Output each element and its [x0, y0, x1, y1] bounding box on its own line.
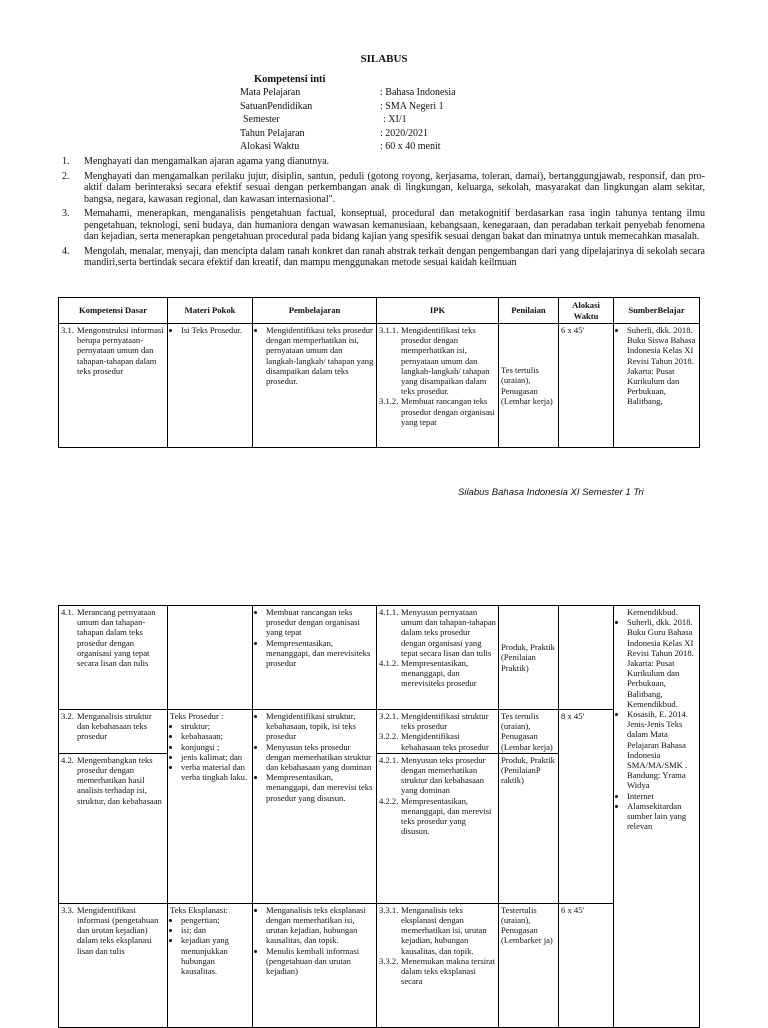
sumber-cell: [614, 606, 700, 1028]
ipk-number: 4.2.1.: [379, 754, 399, 765]
ki-item: [62, 208, 705, 243]
ki-number: 1.: [62, 156, 70, 167]
kd-cell: [59, 710, 168, 754]
identity-row: [240, 140, 456, 154]
pembelajaran-cell: [253, 903, 377, 1027]
ipk-number: 3.1.1.: [379, 325, 399, 335]
table-header-row: [59, 298, 700, 324]
ipk-cell: [377, 903, 499, 1027]
penilaian-cell: [499, 753, 559, 903]
ipk-text: Menyusun pernyataan umum dan tahapan-tahapan dalam teks prosedur dengan organisasi yang tepat secara lisan dan tulis: [401, 607, 496, 658]
identity-label: Tahun Pelajaran: [240, 127, 305, 139]
pembelajaran-item: • Menulis kembali informasi (pengetahuan dan urutan kejadian): [266, 946, 374, 977]
kd-number: 4.1.: [61, 607, 74, 617]
ki-text: Mengolah, menalar, menyaji, dan mencipta dalam ranah konkret dan ranah abstrak terkait dengan pengembangan dari yang dipelajarinya di sekolah secara mandiri,serta bertindak secara efektif dan kreatif, dan mampu menggunakan metode sesuai kaidah keilmuan: [84, 245, 705, 268]
ipk-number: 3.3.1.: [379, 904, 399, 915]
ki-text: Memahami, menerapkan, menganalisis pengetahuan factual, konseptual, procedural dan metakognitif berdasarkan rasa ingin tahunya tentang ilmu pengetahuan, teknologi, seni budaya, dan humaniora dengan wawasan kemanusiaan, kebangsaan, kenegaraan, dan peradaban terkait penyebab fenomena dan kejadian, serta menerapkan pengetahuan procedural pada bidang kajian yang spesifik sesuai dengan bakat dan minatnya untuk memecahkan masalah.: [84, 208, 705, 242]
ipk-text: Mengidentifikasi kebahasaan teks prosedur: [401, 731, 489, 752]
penilaian-text: Tes tertulis (uraian), Penugasan (Lembar kerja): [501, 711, 553, 752]
penilaian-cell: [499, 903, 559, 1027]
identity-label: Semester: [243, 114, 280, 125]
ipk-text: Menemukan makna tersirat dalam teks eksplanasi secara: [401, 955, 496, 987]
document-title: SILABUS: [360, 53, 408, 65]
identity-label: Mata Pelajaran: [240, 87, 301, 98]
kd-number: 3.2.: [61, 711, 74, 721]
header-penilaian: Penilaian: [499, 298, 559, 324]
penilaian-text: Produk, Praktik (Penilaian Praktik): [501, 642, 555, 673]
alokasi-text: 6 x 45': [561, 325, 585, 335]
materi-item: • isi; dan: [181, 925, 250, 935]
materi-cell: [168, 903, 253, 1027]
ipk-text: Mengidentifikasi teks prosedur dengan memperhatikan isi, pernyataan umum dan langkah-langkah/ tahapan yang disampaikan dalam teks prosedur.: [401, 325, 490, 397]
sumber-cell: [614, 324, 700, 448]
header-pembelajaran: Pembelajaran: [253, 298, 377, 324]
alokasi-cell: [559, 710, 614, 904]
penilaian-text: Tes tertulis (uraian), Penugasan (Lembar kerja): [501, 365, 553, 406]
header-sumber-belajar: SumberBelajar: [614, 298, 700, 324]
ipk-number: 3.2.1.: [379, 711, 399, 721]
identity-row: [240, 86, 456, 100]
kd-text: Mengembangkan teks prosedur dengan memerhatikan hasil analisis terhadap isi, struktur, dan kebahasaan: [77, 754, 162, 806]
pembelajaran-item: • Mempresentasikan, menanggapi, dan merevisiteks prosedur: [266, 638, 374, 669]
ipk-number: 3.3.2.: [379, 955, 399, 966]
alokasi-cell: [559, 903, 614, 1027]
materi-item: • konjungsi ;: [181, 742, 250, 752]
kd-cell: [59, 753, 168, 903]
table-row: [59, 324, 700, 448]
identity-value: : XI/1: [383, 114, 407, 125]
ki-item: [62, 156, 705, 168]
ipk-number: 4.2.2.: [379, 795, 399, 806]
kd-text: Merancang pernyataan umum dan tahapan-tahapan dalam teks prosedur dengan organisasi yang tepat secara lisan dan tulis: [77, 607, 156, 669]
identity-label: Alokasi Waktu: [240, 141, 300, 152]
ipk-cell: [377, 753, 499, 903]
alokasi-cell: [559, 606, 614, 710]
pembelajaran-item: • Menganalisis teks eksplanasi dengan memerhatikan isi, urutan kejadian, hubungan kausalitas, dan topik.: [266, 905, 374, 946]
pembelajaran-item: • Menyusun teks prosedur dengan memerhatikan struktur dan kebahasaan yang dominan: [266, 742, 374, 773]
sumber-continued: Kemendikbud.: [627, 607, 678, 617]
kd-cell: [59, 324, 168, 448]
pembelajaran-item: • Mengidentifikasi struktur, kebahasaan, topik, isi teks prosedur: [266, 711, 374, 742]
kd-text: Mengidentifikasi informasi (pengetahuan dan urutan kejadian) dalam teks eksplanasi lisan dan tulis: [77, 904, 159, 956]
ki-number: 2.: [62, 170, 70, 182]
header-materi-pokok: Materi Pokok: [168, 298, 253, 324]
ipk-number: 3.1.2.: [379, 396, 399, 407]
materi-item: • pengertian;: [181, 915, 250, 925]
penilaian-text: Testertulis (uraian), Penugasan (Lembarker ja): [501, 904, 553, 946]
table-row: [59, 606, 700, 710]
header-ipk: IPK: [377, 298, 499, 324]
ki-item: [62, 246, 705, 269]
ipk-text: Menyusun teks prosedur dengan memerhatikan struktur dan kebahasaan yang dominan: [401, 754, 486, 796]
table-row: [59, 903, 700, 1027]
materi-cell: [168, 710, 253, 904]
materi-heading: Teks Eksplanasi:: [170, 904, 228, 915]
page-footer: Silabus Bahasa Indonesia XI Semester 1 Tri: [458, 487, 644, 498]
materi-heading: Teks Prosedur :: [170, 711, 224, 721]
alokasi-cell: [559, 324, 614, 448]
ki-number: 3.: [62, 208, 70, 219]
kd-text: Mengonstruksi informasi berupa pernyataan-pernyataan umum dan tahapan-tahapan dalam teks prosedur: [77, 325, 164, 376]
kd-text: Menganalisis struktur dan kebahasaan teks prosedur: [77, 711, 152, 742]
ipk-text: Mempresentasikan, menanggapi, dan merevisiteks prosedur: [401, 658, 477, 689]
materi-item: • kebahasaan;: [181, 731, 250, 741]
kd-cell: [59, 606, 168, 710]
ki-item: [62, 171, 705, 206]
ipk-number: 4.1.1.: [379, 607, 399, 617]
kd-number: 4.2.: [61, 754, 74, 765]
identity-block: [240, 86, 456, 154]
silabus-table-page2: [58, 605, 700, 1028]
kd-cell: [59, 903, 168, 1027]
materi-item: • kejadian yang menunjukkan hubungan kausalitas.: [181, 935, 250, 976]
ki-text: Menghayati dan mengamalkan perilaku jujur, disiplin, santun, peduli (gotong royong, kerjasama, toleran, damai), bertanggungjawab, responsif, dan pro-aktif dalam berinteraksi secara efektif sesuai dengan perkembangan anak di lingkungan, keluarga, sekolah, masyarakat dan lingkungan alam sekitar, bangsa, negara, kawasan regional, dan kawasan internasional".: [84, 170, 705, 205]
table-row: [59, 710, 700, 754]
sumber-item: • Alamsekitardan sumber lain yang relevan: [627, 801, 697, 832]
materi-item: • struktur;: [181, 721, 250, 731]
kd-number: 3.1.: [61, 325, 74, 335]
penilaian-cell: [499, 606, 559, 710]
alokasi-text: 8 x 45': [561, 711, 585, 721]
sumber-item: • Internet: [627, 791, 697, 801]
ki-text: Menghayati dan mengamalkan ajaran agama yang dianutnya.: [84, 156, 330, 167]
sumber-item: • Suherli, dkk. 2018. Buku Siswa Bahasa Indonesia Kelas XI Revisi Tahun 2018. Jakarta: Pusat Kurikulum dan Perbukuan, Balitbang,: [627, 325, 697, 407]
identity-row: [240, 100, 456, 114]
ipk-text: Mengidentifikasi struktur teks prosedur: [401, 711, 489, 732]
penilaian-cell: [499, 324, 559, 448]
materi-item: • Isi Teks Prosedur.: [181, 325, 250, 335]
identity-row: [240, 113, 456, 127]
kd-number: 3.3.: [61, 904, 74, 915]
materi-item: • jenis kalimat; dan: [181, 752, 250, 762]
materi-item: • verba material dan verba tingkah laku.: [181, 762, 250, 782]
sumber-item: • Suherli, dkk. 2018. Buku Guru Bahasa Indonesia Kelas XI Revisi Tahun 2018. Jakarta: Pusat Kurikulum dan Perbukuan, Balitbang, Kemendikbud.: [627, 617, 697, 709]
pembelajaran-item: • Mempresentasikan, menanggapi, dan merevisi teks prosedur yang disusun.: [266, 772, 374, 803]
materi-cell: [168, 324, 253, 448]
identity-row: [240, 127, 456, 141]
pembelajaran-item: • Membuat rancangan teks prosedur dengan organisasi yang tepat: [266, 607, 374, 638]
ipk-cell: [377, 710, 499, 754]
ipk-number: 3.2.2.: [379, 731, 399, 742]
header-alokasi-waktu: Alokasi Waktu: [559, 298, 614, 324]
alokasi-text: 6 x 45': [561, 904, 585, 915]
ipk-text: Membuat rancangan teks prosedur dengan organisasi yang tepat: [401, 396, 495, 427]
materi-cell: [168, 606, 253, 710]
ipk-cell: [377, 606, 499, 710]
identity-label: SatuanPendidikan: [240, 100, 313, 112]
pembelajaran-cell: [253, 324, 377, 448]
header-kompetensi-dasar: Kompetensi Dasar: [59, 298, 168, 324]
silabus-table-page1: [58, 297, 700, 448]
identity-value: : 2020/2021: [380, 127, 429, 139]
identity-value: : Bahasa Indonesia: [380, 87, 456, 98]
ipk-text: Mempresentasikan, menanggapi, dan merevisi teks prosedur yang disusun.: [401, 795, 492, 837]
ki-number: 4.: [62, 245, 70, 257]
ipk-cell: [377, 324, 499, 448]
penilaian-cell: [499, 710, 559, 754]
pembelajaran-cell: [253, 606, 377, 710]
sumber-item: • Kosasih, E. 2014. Jenis-Jenis Teks dalam Mata Pelajaran Bahasa Indonesia SMA/MA/SMK . Bandung: Yrama Widya: [627, 709, 697, 791]
pembelajaran-item: • Mengidentifikasi teks prosedur dengan memperhatikan isi, pernyataan umum dan langkah-langkah/ tahapan yang disampaikan dalam teks prosedur.: [266, 325, 374, 386]
identity-value: : 60 x 40 menit: [380, 141, 441, 152]
kompetensi-inti-list: [62, 156, 705, 272]
kompetensi-inti-heading: Kompetensi inti: [254, 74, 326, 85]
identity-value: : SMA Negeri 1: [380, 100, 444, 112]
ipk-text: Menganalisis teks eksplanasi dengan memerhatikan isi, urutan kejadian, hubungan kausalitas, dan topik.: [401, 904, 487, 956]
ipk-number: 4.1.2.: [379, 658, 399, 669]
pembelajaran-cell: [253, 710, 377, 904]
penilaian-text: Produk, Praktik (PenilaianP raktik): [501, 754, 555, 786]
